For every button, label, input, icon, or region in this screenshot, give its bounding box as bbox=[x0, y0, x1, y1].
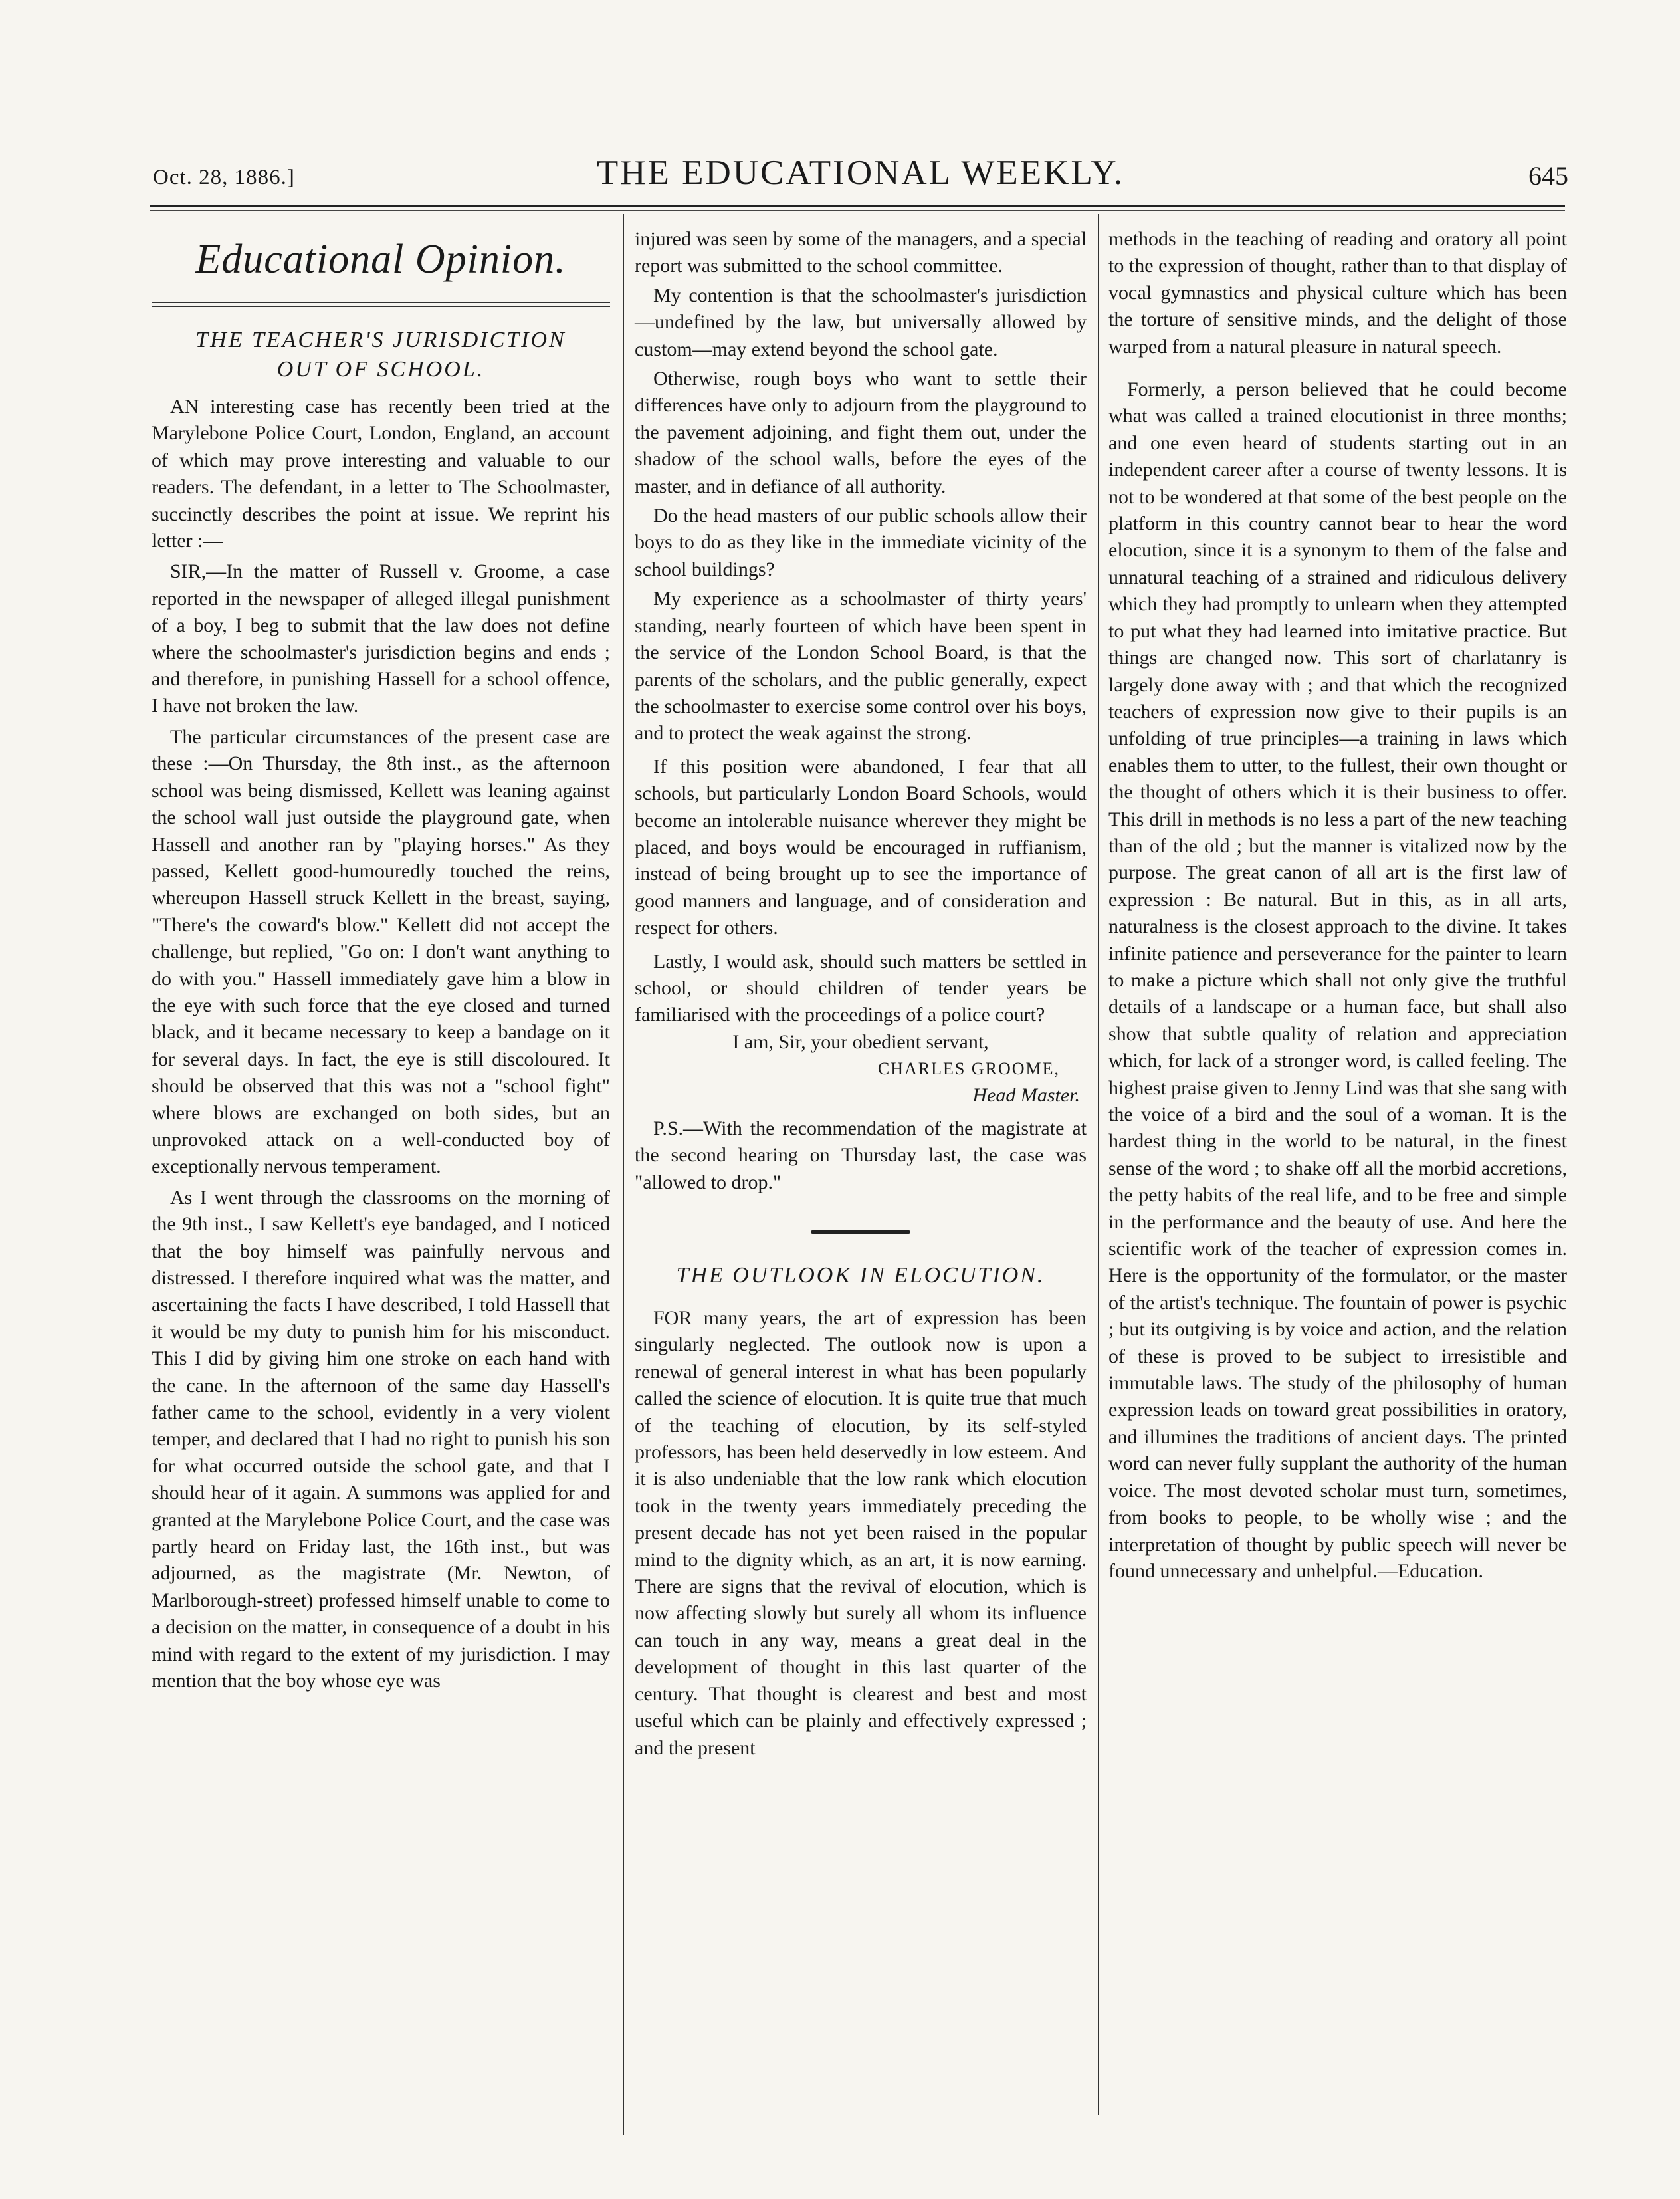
paragraph: injured was seen by some of the managers, and a special report was submitted to the school committee. bbox=[635, 228, 1087, 277]
column-1 bbox=[152, 216, 610, 1695]
issue-date: Oct. 28, 1886.] bbox=[153, 166, 295, 189]
article-title-jurisdiction bbox=[152, 326, 610, 384]
article-title-line-1: THE TEACHER'S JURISDICTION bbox=[195, 328, 566, 352]
paragraph: Do the head masters of our public schools allow their boys to do as they like in the immediate vicinity of the school buildings? bbox=[635, 505, 1087, 580]
signature-title: Head Master. bbox=[972, 1084, 1080, 1106]
article-title-line-2: OUT OF SCHOOL. bbox=[276, 357, 485, 382]
journal-title: THE EDUCATIONAL WEEKLY. bbox=[596, 154, 1125, 192]
letter-closing: I am, Sir, your obedient servant, bbox=[732, 1030, 989, 1053]
page-number: 645 bbox=[1528, 161, 1568, 191]
section-title: Educational Opinion. bbox=[195, 237, 566, 282]
signature-name: CHARLES GROOME, bbox=[877, 1058, 1060, 1078]
column-divider-1 bbox=[623, 214, 624, 2135]
paragraph: Lastly, I would ask, should such matters be settled in school, or should children of tender years be familiarised with the proceedings of a police court? bbox=[635, 950, 1087, 1026]
column-3 bbox=[1108, 226, 1567, 1585]
paragraph: If this position were abandoned, I fear that all schools, but particularly London Board Schools, would become an intolerable nuisance wherever they might be placed, and boys would be encouraged in ruffianism, instead of being brought up to see the importance of good manners and language, and of consideration and respect for others. bbox=[635, 755, 1087, 939]
paragraph: As I went through the classrooms on the morning of the 9th inst., I saw Kellett's eye bandaged, and I noticed that the boy himself was painfully nervous and distressed. I therefore inquired what was the matter, and ascertaining the facts I have described, I told Hassell that it would be my duty to punish him for his misconduct. This I did by giving him one stroke on each hand with the cane. In the afternoon of the same day Hassell's father came to the school, evidently in a very violent temper, and declared that I had no right to punish his son for what occurred outside the school gate, and that I should hear of it again. A summons was applied for and granted at the Marylebone Police Court, and the case was partly heard on Friday last, the 16th inst., but was adjourned, as the magistrate (Mr. Newton, of Marlborough-street) professed himself unable to come to a decision on the matter, in consequence of a doubt in his mind with regard to the extent of my jurisdiction. I may mention that the boy whose eye was bbox=[152, 1186, 610, 1692]
column-divider-2 bbox=[1098, 214, 1099, 2115]
paragraph: FOR many years, the art of expression has been singularly neglected. The outlook now is upon a renewal of general interest in what has been popularly called the science of elocution. It is quite true that much of the teaching of elocution, by its self-styled professors, has been held deservedly in low esteem. And it is also undeniable that the low rank which elocution took in the twenty years immediately preceding the present decade has not yet been raised in the popular mind to the dignity which, as an art, it is now earning. There are signs that the revival of elocution, which is now affecting slowly but surely all whom its influence can touch in any way, means a great deal in the development of thought in this last quarter of the century. That thought is clearest and best and most useful which can be plainly and effectively expressed ; and the present bbox=[635, 1307, 1087, 1759]
paragraph: Formerly, a person believed that he could become what was called a trained elocutionist in three months; and one even heard of students starting out in an independent career after a course of twenty lessons. It is not to be wondered at that some of the best people on the platform in this country cannot bear to hear the word elocution, since it is a synonym to them of the false and unnatural teaching of a strained and ridiculous delivery which they had promptly to unlearn when they attempted to put what they had learned into imitative practice. But things are changed now. This sort of charlatanry is largely done away with ; and that which the recognized teachers of expression now give to their pupils is an unfolding of true principles—a training in laws which enables them to utter, to the fullest, their own thought or the thought of others which it is their business to offer. This drill in methods is no less a part of the new teaching than of the old ; but the manner is vitalized now by the purpose. The great canon of all art is the first law of expression : Be natural. But in this, as in all arts, naturalness is the closest approach to the divine. It takes infinite patience and perseverance for the painter to learn to make a picture which shall not only give the truthful details of a landscape or a human face, but shall also show that subtle quality of relation and appreciation which, for lack of a stronger word, is called feeling. The highest praise given to Jenny Lind was that she sang with the voice of a bird and the soul of a woman. It is the hardest thing in the world to be natural, in the finest sense of the word ; to shake off all the morbid accretions, the petty habits of the real life, and to be free and simple in the performance and the beauty of use. And here the scientific work of the teacher of expression comes in. Here is the opportunity of the formulator, or the master of the artist's technique. The fountain of power is psychic ; but its outgiving is by voice and action, and the relation of these is proved to be subject to irresistible and immutable laws. The study of the philosophy of human expression leads on toward great possibilities in oratory, and illumines the traditions of ancient days. The printed word can never fully supplant the authority of the human voice. The most devoted scholar must turn, sometimes, from books to people, to be wholly wise ; and the interpretation of thought by public speech will never be found unnecessary and unhelpful.—Education. bbox=[1108, 378, 1567, 1582]
page-header bbox=[153, 152, 1568, 193]
paragraph: The particular circumstances of the present case are these :—On Thursday, the 8th inst., as the afternoon school was being dismissed, Kellett was leaning against the school wall just outside the playground gate, when Hassell and another ran by "playing horses." As they passed, Kellett good-humouredly touched the reins, whereupon Hassell struck Kellett in the breast, saying, "There's the coward's blow." Kellett did not accept the challenge, but replied, "Go on: I don't want anything to do with you." Hassell immediately gave him a blow in the eye with such force that the eye closed and turned black, and it became necessary to keep a bandage on it for several days. In fact, the eye is still discoloured. It should be observed that this was not a "school fight" where blows are exchanged on both sides, but an unprovoked attack on a well-conducted boy of exceptionally nervous temperament. bbox=[152, 725, 610, 1178]
article-divider bbox=[635, 1225, 1087, 1237]
paragraph: methods in the teaching of reading and oratory all point to the expression of thought, rather than to that display of vocal gymnastics and physical culture which has been the torture of sensitive minds, and the delight of those warped from a natural pleasure in natural speech. bbox=[1108, 228, 1567, 358]
postscript: P.S.—With the recommendation of the magistrate at the second hearing on Thursday last, the case was "allowed to drop." bbox=[635, 1117, 1087, 1193]
column-2 bbox=[635, 226, 1087, 1762]
section-rule bbox=[152, 302, 610, 307]
header-rule bbox=[150, 205, 1565, 207]
paragraph: AN interesting case has recently been tried at the Marylebone Police Court, London, England, an account of which may prove interesting and valuable to our readers. The defendant, in a letter to The Schoolmaster, succinctly describes the point at issue. We reprint his letter :— bbox=[152, 396, 610, 552]
paragraph: My experience as a schoolmaster of thirty years' standing, nearly fourteen of which have been spent in the service of the London School Board, is that the parents of the scholars, and the public generally, expect the schoolmaster to exercise some control over his boys, and to protect the weak against the strong. bbox=[635, 588, 1087, 745]
article-title-elocution: THE OUTLOOK IN ELOCUTION. bbox=[676, 1263, 1045, 1288]
paragraph: Otherwise, rough boys who want to settle their differences have only to adjourn from the playground to the pavement adjoining, and fight them out, under the shadow of the school walls, before the eyes of the master, and in defiance of all authority. bbox=[635, 368, 1087, 497]
header-rule-thin bbox=[150, 210, 1565, 211]
paragraph: SIR,—In the matter of Russell v. Groome, a case reported in the newspaper of alleged illegal punishment of a boy, I beg to submit that the law does not define where the schoolmaster's jurisdiction begins and ends ; and therefore, in punishing Hassell for a school offence, I have not broken the law. bbox=[152, 560, 610, 717]
paragraph: My contention is that the schoolmaster's jurisdiction—undefined by the law, but universally allowed by custom—may extend beyond the school gate. bbox=[635, 284, 1087, 360]
